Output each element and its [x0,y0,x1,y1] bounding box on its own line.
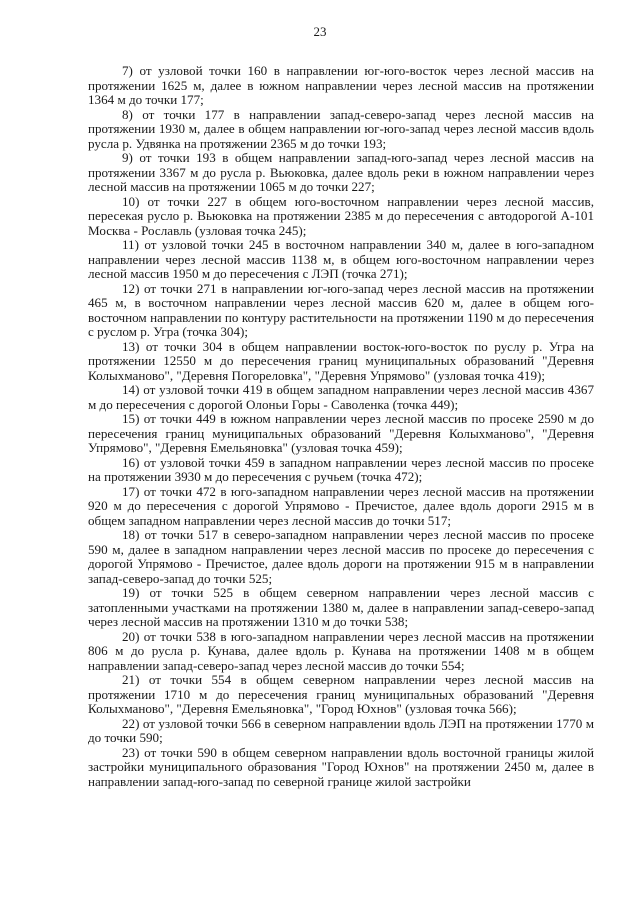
page-number: 23 [313,24,327,39]
paragraph-15: 15) от точки 449 в южном направлении через лесной массив по просеке 2590 м до пересечения границ муниципальных образований "Деревня Колыхманово", "Деревня Упрямово", "Деревня Емельяновка" (узловая точка 459); [88,411,594,455]
paragraph-22: 22) от узловой точки 566 в северном направлении вдоль ЛЭП на протяжении 1770 м до точки 590; [88,715,594,745]
paragraph-10: 10) от точки 227 в общем юго-восточном направлении через лесной массив, пересекая русло р. Вьюковка на протяжении 2385 м до пересечения с автодорогой А-101 Москва - Рославль (узловая точка 245); [88,193,594,238]
paragraph-18: 18) от точки 517 в северо-западном направлении через лесной массив по просеке 590 м, далее в западном направлении через лесной массив по просеке до пересечения с дорогой Упрямово - Пречистое, далее вдоль дороги на протяжении 915 м в направлении запад-северо-запад до точки 525; [88,527,594,586]
paragraph-9: 9) от точки 193 в общем направлении запад-юго-запад через лесной массив на протяжении 3367 м до русла р. Вьюковка, далее вдоль реки в южном направлении через лесной массив на протяжении 1065 м до точки 227; [88,150,594,194]
paragraph-14: 14) от узловой точки 419 в общем западном направлении через лесной массив 4367 м до пересечения с дорогой Олоньи Горы - Саволенка (точка 449); [88,382,594,412]
paragraph-21: 21) от точки 554 в общем северном направлении через лесной массив на протяжении 1710 м до пересечения границ муниципальных образований "Деревня Колыхманово", "Деревня Емельяновка", "Город Юхнов" (узловая точка 566); [88,672,594,716]
document-body [88,64,594,789]
paragraph-19: 19) от точки 525 в общем северном направлении через лесной массив с затопленными участками на протяжении 1380 м, далее в направлении запад-северо-запад через лесной массив на протяжении 1310 м до точки 538; [88,585,594,629]
paragraph-23: 23) от точки 590 в общем северном направлении вдоль восточной границы жилой застройки муниципального образования "Город Юхнов" на протяжении 2450 м, далее в направлении запад-юго-запад по северной границе жилой застройки [88,744,594,789]
paragraph-16: 16) от узловой точки 459 в западном направлении через лесной массив по просеке на протяжении 3930 м до пересечения с ручьем (точка 472); [88,454,594,484]
paragraph-11: 11) от узловой точки 245 в восточном направлении 340 м, далее в юго-западном направлении через лесной массив 1138 м, в общем юго-восточном направлении через лесной массив 1950 м до пересечения с ЛЭП (точка 271); [88,237,594,281]
paragraph-13: 13) от точки 304 в общем направлении восток-юго-восток по руслу р. Угра на протяжении 12550 м до пересечения границ муниципальных образований "Деревня Колыхманово", "Деревня Погореловка", "Деревня Упрямово" (узловая точка 419); [88,338,594,383]
paragraph-8: 8) от точки 177 в направлении запад-северо-запад через лесной массив на протяжении 1930 м, далее в общем направлении юг-юго-запад через лесной массив вдоль русла р. Удвянка на протяжении 2365 м до точки 193; [88,106,594,151]
paragraph-20: 20) от точки 538 в юго-западном направлении через лесной массив на протяжении 806 м до русла р. Кунава, далее вдоль р. Кунава на протяжении 1408 м в общем направлении запад-северо-запад через лесной массив до точки 554; [88,628,594,673]
paragraph-17: 17) от точки 472 в юго-западном направлении через лесной массив на протяжении 920 м до пересечения с дорогой Упрямово - Пречистое, далее вдоль дороги 2915 м в общем западном направлении через лесной массив до точки 517; [88,483,594,528]
paragraph-12: 12) от точки 271 в направлении юг-юго-запад через лесной массив на протяжении 465 м, в восточном направлении через лесной массив 620 м, далее в общем юго-восточном направлении по контуру растительности на протяжении 1190 м до пересечения с руслом р. Угра (точка 304); [88,280,594,339]
paragraph-7: 7) от узловой точки 160 в направлении юг-юго-восток через лесной массив на протяжении 1625 м, далее в южном направлении через лесной массив на протяжении 1364 м до точки 177; [88,63,594,107]
